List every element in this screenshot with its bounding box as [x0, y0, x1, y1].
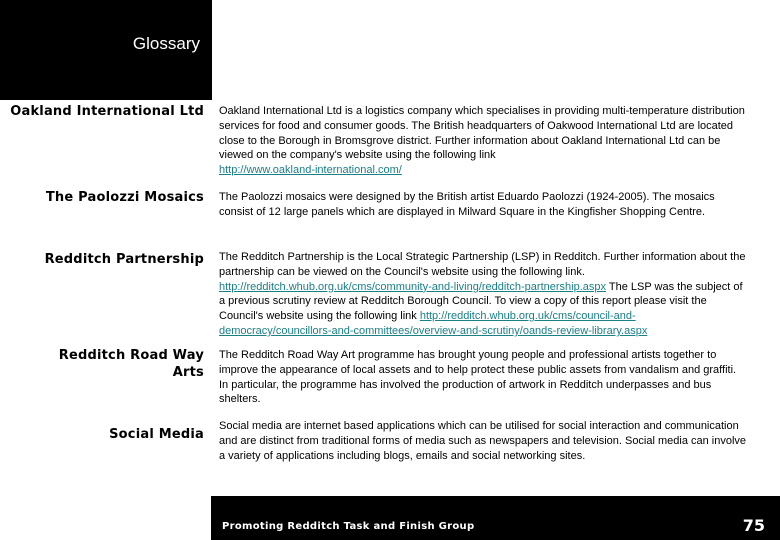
glossary-definition	[219, 104, 747, 178]
oakland-website-link[interactable]: http://www.oakland-international.com/	[219, 164, 402, 177]
glossary-term: Social Media	[109, 427, 204, 442]
definition-text: The Redditch Partnership is the Local Strategic Partnership (LSP) in Redditch. Further information about the partnership can be viewed on the Council's website using the following link.	[219, 251, 746, 278]
glossary-term: The Paolozzi Mosaics	[45, 190, 204, 205]
page-number: 75	[742, 516, 765, 535]
glossary-definition: Social media are internet based applications which can be utilised for social interaction and communication and are distinct from traditional forms of media such as newspapers and television. Social media can involve a variety of applications including blogs, emails and social networking sites.	[219, 420, 747, 462]
glossary-term-text: Redditch Road Way Arts	[58, 348, 204, 380]
header-banner	[0, 0, 212, 100]
footer-title: Promoting Redditch Task and Finish Group	[222, 521, 475, 532]
glossary-term	[0, 347, 204, 381]
glossary-definition: The Redditch Road Way Art programme has brought young people and professional artists together to improve the appearance of local assets and to help protect these public assets from vandalism and graffiti. In particular, the programme has involved the production of artwork in Redditch underpasses and bus shelters.	[219, 349, 737, 406]
redditch-partnership-link[interactable]: http://redditch.whub.org.uk/cms/community-and-living/redditch-partnership.aspx	[219, 280, 607, 293]
definition-text: Oakland International Ltd is a logistics company which specialises in providing multi-temperature distribution services for food and consumer goods. The British headquarters of Oakwood International Ltd are located close to the Borough in Bromsgrove district. Further information about Oakland International Ltd can be viewed on the company's website using the following link	[219, 105, 745, 162]
glossary-definition	[219, 250, 747, 339]
glossary-definition: The Paolozzi mosaics were designed by the British artist Eduardo Paolozzi (1924-2005). The mosaics consist of 12 large panels which are displayed in Milward Square in the Kingfisher Shopping Centre.	[219, 191, 715, 218]
definition-text: The LSP was the subject of a previous scrutiny review at Redditch Borough Council. To view a copy of this report please visit the Council's website using the following link	[219, 280, 743, 323]
glossary-term: Oakland International Ltd	[10, 104, 204, 119]
oands-review-library-link[interactable]: http://redditch.whub.org.uk/cms/council-and-democracy/councillors-and-committees/overview-and-scrutiny/oands-review-library.aspx	[219, 310, 648, 337]
glossary-term: Redditch Partnership	[44, 252, 204, 267]
footer-banner	[211, 496, 780, 540]
page-title: Glossary	[132, 34, 200, 53]
